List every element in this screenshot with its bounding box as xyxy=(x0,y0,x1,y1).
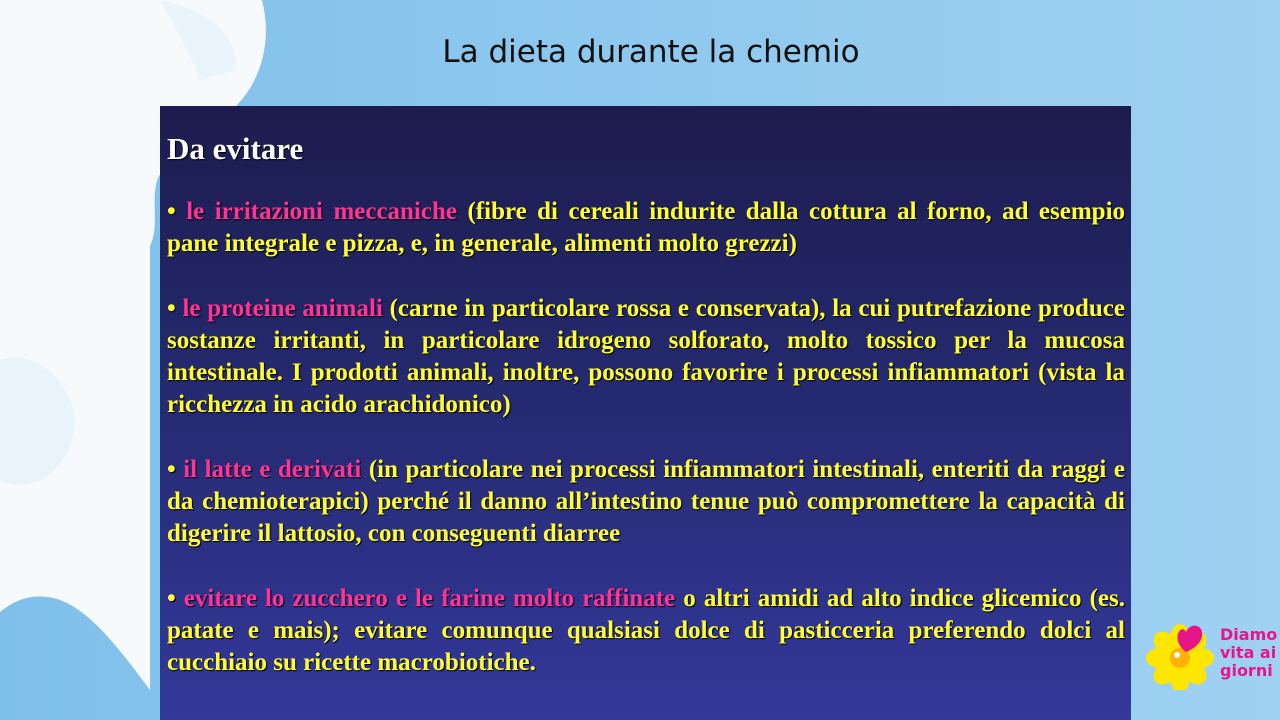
bullet-highlight: evitare lo zucchero e le farine molto raffinate xyxy=(183,585,676,612)
logo-line: giorni xyxy=(1220,661,1273,680)
logo-text xyxy=(1220,626,1280,680)
section-heading: Da evitare xyxy=(167,131,304,166)
bullet-marker: • xyxy=(167,456,176,483)
bullet-highlight: le proteine animali xyxy=(182,295,383,322)
bullet-highlight: il latte e derivati xyxy=(183,456,362,483)
bullet-marker: • xyxy=(167,585,176,612)
bullet-text: (carne in particolare rossa e conservata), la cui putrefazione produce sostanze irritanti, in particolare idrogeno solforato, molto tossico per la mucosa intestinale. I prodotti animali, inoltre, possono favorire i processi infiammatori (vista la ricchezza in acido arachidonico) xyxy=(167,295,1126,418)
bullet-text: (fibre di cereali indurite dalla cottura al forno, ad esempio pane integrale e pizza, e, in generale, alimenti molto grezzi) xyxy=(167,198,1126,257)
bullet-marker: • xyxy=(167,295,176,322)
flower-logo-icon xyxy=(1146,622,1218,690)
content-panel xyxy=(160,106,1131,720)
bullet-text: o altri amidi ad alto indice glicemico (es. patate e mais); evitare comunque qualsiasi dolce di pasticceria preferendo dolci al cucchiaio su ricette macrobiotiche. xyxy=(167,585,1126,676)
logo-line: vita ai xyxy=(1220,643,1277,662)
diamo-vita-ai-giorni-logo xyxy=(1146,622,1280,690)
bullet-item xyxy=(167,454,1125,550)
bullet-marker: • xyxy=(167,198,176,225)
bullet-item xyxy=(167,196,1125,260)
logo-line: Diamo xyxy=(1220,625,1278,644)
bullet-highlight: le irritazioni meccaniche xyxy=(186,198,458,225)
bullet-item xyxy=(167,583,1125,679)
slide-title: La dieta durante la chemio xyxy=(442,34,860,70)
bullet-text: (in particolare nei processi infiammatori intestinali, enteriti da raggi e da chemioterapici) perché il danno all’intestino tenue può compromettere la capacità di digerire il lattosio, con conseguenti diarree xyxy=(167,456,1125,547)
bullet-item xyxy=(167,293,1125,421)
